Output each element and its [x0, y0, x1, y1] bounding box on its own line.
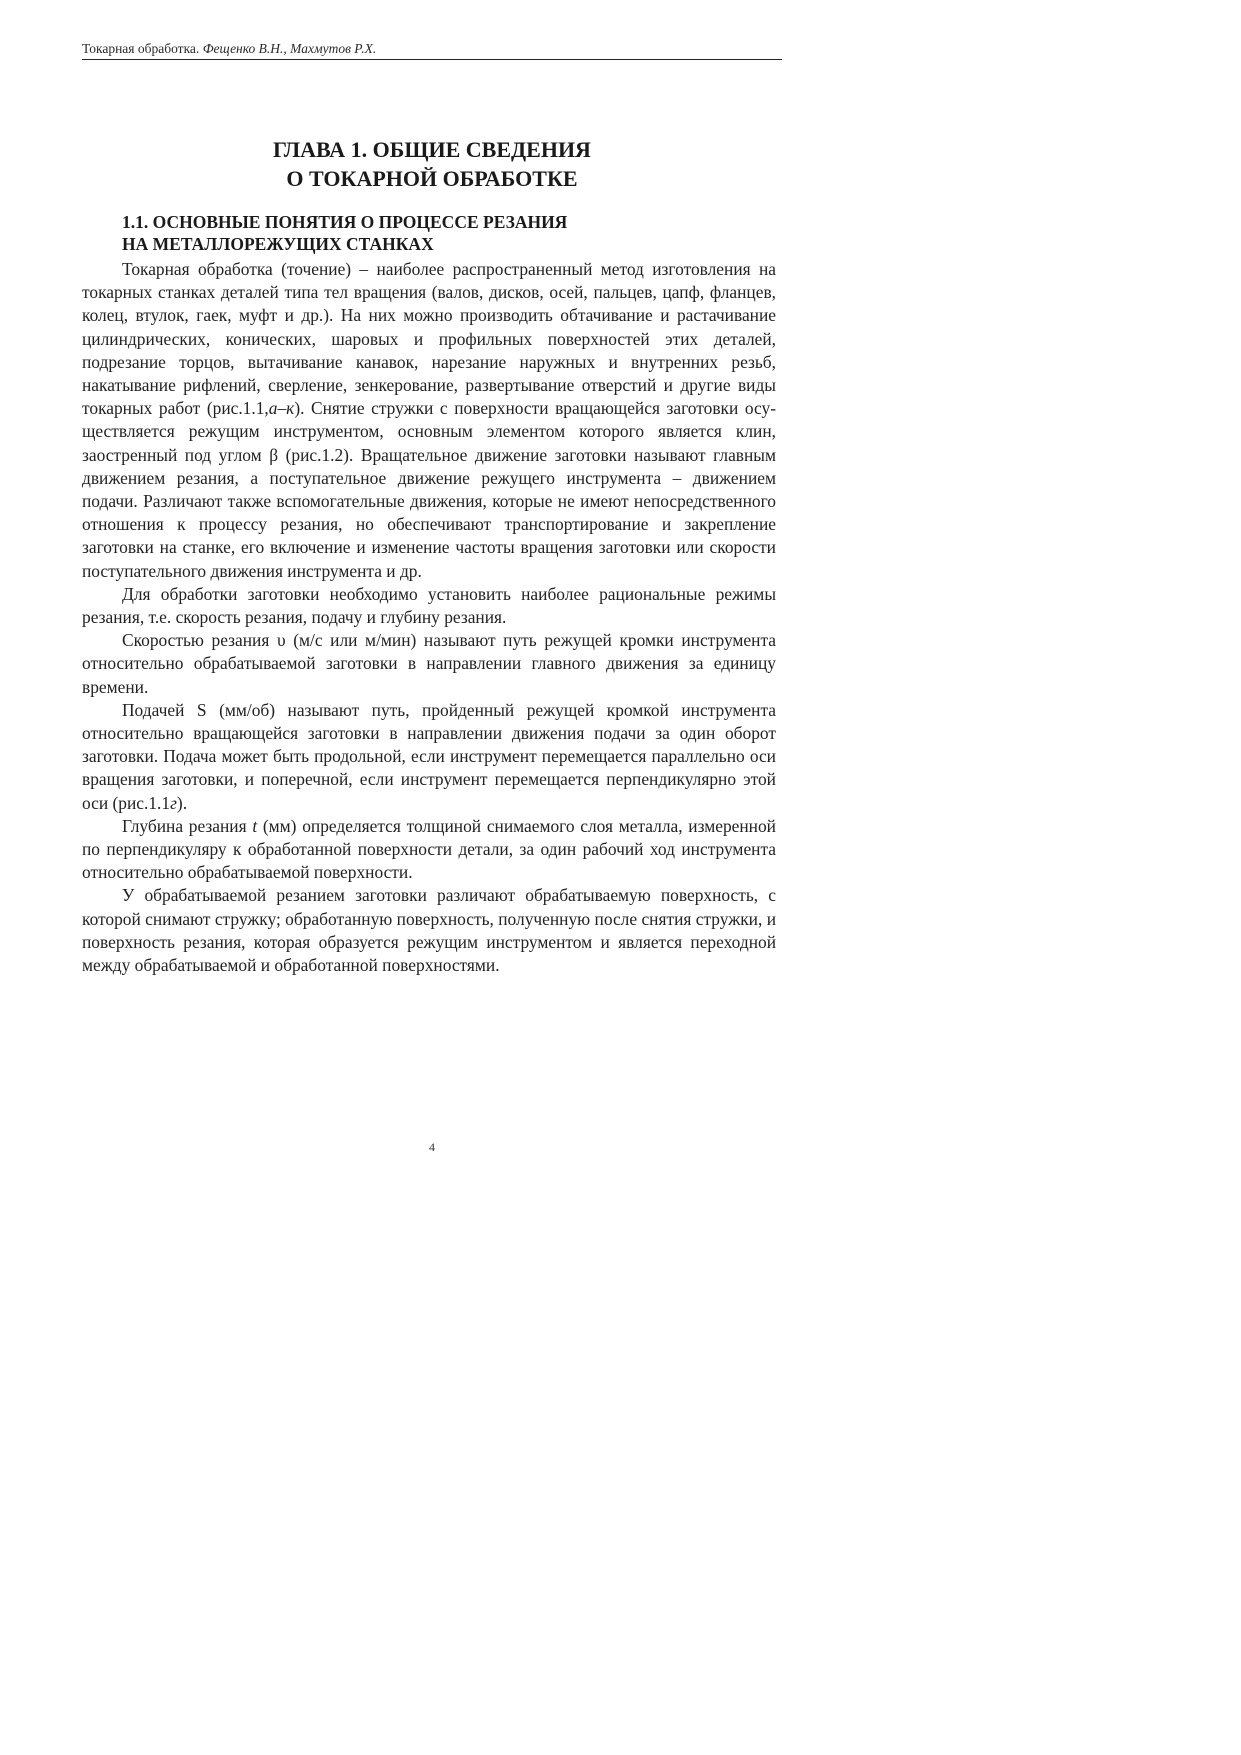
section-title-line-1: 1.1. ОСНОВНЫЕ ПОНЯТИЯ О ПРОЦЕССЕ РЕЗАНИЯ: [122, 212, 568, 232]
header-authors: Фещенко В.Н., Махмутов Р.Х.: [202, 41, 377, 56]
page-number: 4: [429, 1140, 435, 1154]
section-title: [122, 212, 782, 255]
chapter-title-line-1: ГЛАВА 1. ОБЩИЕ СВЕДЕНИЯ: [273, 137, 591, 162]
header-rule: [82, 59, 782, 60]
chapter-title-line-2: О ТОКАРНОЙ ОБРАБОТКЕ: [286, 166, 578, 191]
paragraph: Подачей S (мм/об) называют путь, пройденный режущей кромкой инструмента относительно вращающейся заготовки в направлении движения подачи за один оборот заготовки. Подача может быть продольной, если инструмент перемещается параллельно оси вращения заготовки, и поперечной, если инструмент перемещается перпендикулярно этой оси (рис.1.1г).: [82, 699, 776, 813]
body-text: [82, 258, 776, 977]
paragraph: У обрабатываемой резанием заготовки различают обрабатываемую поверхность, с которой снимают стружку; обработанную поверхность, полученную после снятия стружки, и поверхность резания, которая образуется режущим инструментом и является переходной между обрабатываемой и обработанной поверхностями.: [82, 885, 776, 976]
running-header: [82, 41, 782, 57]
chapter-title: [82, 135, 782, 193]
header-title: Токарная обработка.: [82, 41, 200, 56]
section-title-line-2: НА МЕТАЛЛОРЕЖУЩИХ СТАНКАХ: [122, 233, 434, 254]
paragraph: Токарная обработка (точение) – наиболее распространенный метод изготовления на токарных станках деталей типа тел вращения (валов, дисков, осей, пальцев, цапф, фланцев, колец, втулок, гаек, муфт и др.). На них можно производить обтачивание и растачивание цилиндрических, конических, шаровых и профильных поверхностей этих деталей, подрезание торцов, вытачивание канавок, нарезание наружных и внутренних резьб, накатывание рифлений, сверление, зенкерование, развертывание отверстий и другие виды токарных работ (рис.1.1,а–к). Снятие стружки с поверхности вращающейся заготовки осуществляется режущим инструментом, основным элементом которого является клин, заостренный под углом β (рис.1.2). Вращательное движение заготовки называют главным движением резания, а поступательное движение режущего инструмента – движением подачи. Различают также вспомогательные движения, которые не имеют непосредственного отношения к процессу резания, но обеспечивают транспортирование и закрепление заготовки на станке, его включение и изменение частоты вращения заготовки или скорости поступательного движения инструмента и др.: [82, 259, 776, 581]
paragraph: Глубина резания t (мм) определяется толщиной снимаемого слоя металла, измеренной по перпендикуляру к обработанной поверхности детали, за один рабочий ход инструмента относительно обрабатываемой поверхности.: [82, 815, 776, 883]
paragraph: Для обработки заготовки необходимо установить наиболее рациональные режимы резания, т.е. скорость резания, подачу и глубину резания.: [82, 583, 776, 628]
paragraph: Скоростью резания υ (м/с или м/мин) называют путь режущей кромки инструмента относительно обрабатываемой заготовки в направлении главного движения за единицу времени.: [82, 630, 776, 697]
